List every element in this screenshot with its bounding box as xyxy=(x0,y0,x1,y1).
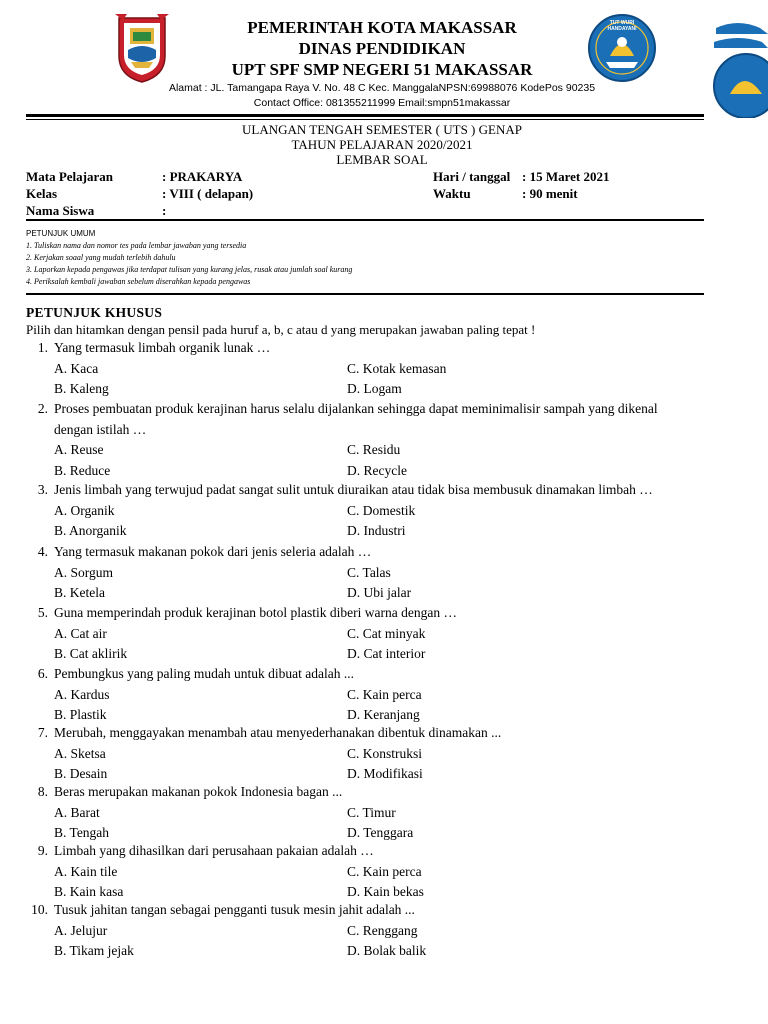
special-instructions-heading: PETUNJUK KHUSUS xyxy=(26,305,163,320)
option-a: A. Kain tile xyxy=(54,863,118,879)
info-divider xyxy=(26,219,704,221)
option-d: D. Cat interior xyxy=(347,646,426,661)
general-instruction-item: 3. Laporkan kepada pengawas jika terdapat tulisan yang kurang jelas, rusak atau jumlah soal kurang xyxy=(26,265,353,274)
option-d: D. Tenggara xyxy=(347,825,414,840)
date-value: : 15 Maret 2021 xyxy=(522,169,610,184)
question-number: 7. xyxy=(37,725,48,740)
header-divider xyxy=(26,114,704,117)
question-text: Proses pembuatan produk kerajinan harus selalu dijalankan sehingga dapat meminimalisir sampah yang dikenal xyxy=(54,401,658,416)
general-instruction-item: 2. Kerjakan soaal yang mudah terlebih dahulu xyxy=(26,253,176,262)
question-number: 10. xyxy=(31,902,48,917)
question-text: Yang termasuk limbah organik lunak … xyxy=(54,340,271,355)
question-number: 6. xyxy=(37,666,48,681)
exam-title: ULANGAN TENGAH SEMESTER ( UTS ) GENAP xyxy=(242,122,522,137)
question-number: 5. xyxy=(37,605,48,620)
option-c: C. Konstruksi xyxy=(347,745,423,761)
school-name: UPT SPF SMP NEGERI 51 MAKASSAR xyxy=(231,60,533,79)
government-name: PEMERINTAH KOTA MAKASSAR xyxy=(247,18,517,37)
question-text: Limbah yang dihasilkan dari perusahaan pakaian adalah … xyxy=(54,843,374,858)
question-number: 4. xyxy=(37,544,48,559)
question-number: 3. xyxy=(37,482,48,497)
option-b: B. Kain kasa xyxy=(54,884,124,899)
option-b: B. Kaleng xyxy=(54,381,109,396)
sheet-title: LEMBAR SOAL xyxy=(336,152,428,167)
option-a: A. Cat air xyxy=(54,625,107,641)
class-value: : VIII ( delapan) xyxy=(162,186,254,201)
question-text: Merubah, menggayakan menambah atau menyederhanakan dibentuk dinamakan ... xyxy=(54,725,502,740)
tut-wuri-handayani-edge-logo xyxy=(708,18,768,118)
option-a: A. Sorgum xyxy=(54,564,114,580)
option-d: D. Kain bekas xyxy=(347,884,424,899)
option-c: C. Residu xyxy=(347,442,401,457)
header-divider-thin xyxy=(26,119,704,120)
question-text: Pembungkus yang paling mudah untuk dibuat adalah ... xyxy=(54,666,354,681)
class-label: Kelas xyxy=(26,186,58,201)
option-d: D. Ubi jalar xyxy=(347,585,412,600)
option-c: C. Talas xyxy=(347,564,391,580)
academic-year: TAHUN PELAJARAN 2020/2021 xyxy=(291,137,473,152)
subject-label: Mata Pelajaran xyxy=(26,169,114,184)
option-a: A. Organik xyxy=(54,502,115,518)
school-address: Alamat : JL. Tamangapa Raya V. No. 48 C Kec. ManggalaNPSN:69988076 KodePos 90235 xyxy=(168,82,596,94)
date-label: Hari / tanggal xyxy=(433,169,511,184)
option-b: B. Desain xyxy=(54,766,108,781)
option-a: A. Reuse xyxy=(54,442,104,457)
general-instruction-item: 4. Periksalah kembali jawaban sebelum diserahkan kepada pengawas xyxy=(26,277,251,286)
option-c: C. Timur xyxy=(347,804,396,820)
option-b: B. Anorganik xyxy=(54,523,127,538)
option-b: B. Plastik xyxy=(54,707,107,722)
option-b: B. Tikam jejak xyxy=(54,943,134,958)
option-c: C. Kotak kemasan xyxy=(347,360,447,376)
general-instruction-item: 1. Tuliskan nama dan nomor tes pada lembar jawaban yang tersedia xyxy=(26,241,247,250)
student-name-label: Nama Siswa xyxy=(26,203,95,218)
student-name-value: : xyxy=(162,203,167,218)
option-c: C. Domestik xyxy=(347,502,416,518)
option-b: B. Cat aklirik xyxy=(54,646,128,661)
option-d: D. Logam xyxy=(347,381,402,396)
option-c: C. Kain perca xyxy=(347,686,422,702)
option-a: A. Sketsa xyxy=(54,745,106,761)
option-b: B. Tengah xyxy=(54,825,110,840)
question-number: 8. xyxy=(37,784,48,799)
question-text: Jenis limbah yang terwujud padat sangat sulit untuk diuraikan atau tidak bisa membusuk dinamakan limbah … xyxy=(54,482,653,497)
question-number: 2. xyxy=(37,401,48,416)
option-b: B. Reduce xyxy=(54,462,111,478)
option-d: D. Recycle xyxy=(347,462,407,478)
option-d: D. Keranjang xyxy=(347,707,420,722)
question-number: 1. xyxy=(37,340,48,355)
option-d: D. Bolak balik xyxy=(347,943,427,958)
option-c: C. Kain perca xyxy=(347,863,422,879)
question-text: Beras merupakan makanan pokok Indonesia bagan ... xyxy=(54,784,343,799)
special-instruction-text: Pilih dan hitamkan dengan pensil pada huruf a, b, c atau d yang merupakan jawaban paling tepat ! xyxy=(26,322,536,337)
option-a: A. Kardus xyxy=(54,686,110,702)
option-a: A. Barat xyxy=(54,804,100,820)
logo-right-caption: TUT WURI HANDAYANI xyxy=(607,20,637,32)
time-value: : 90 menit xyxy=(522,186,578,201)
question-text: Yang termasuk makanan pokok dari jenis seleria adalah … xyxy=(54,544,372,559)
option-c: C. Cat minyak xyxy=(347,625,426,641)
option-a: A. Jelujur xyxy=(54,922,108,938)
question-text-continued: dengan istilah … xyxy=(54,421,147,437)
instructions-divider xyxy=(26,293,704,295)
option-d: D. Industri xyxy=(347,523,406,538)
option-b: B. Ketela xyxy=(54,585,105,600)
option-d: D. Modifikasi xyxy=(347,766,423,781)
general-instructions-heading: PETUNJUK UMUM xyxy=(26,229,96,238)
question-text: Guna memperindah produk kerajinan botol plastik diberi warna dengan … xyxy=(54,605,458,620)
school-contact: Contact Office: 081355211999 Email:smpn51makassar xyxy=(253,97,511,109)
option-a: A. Kaca xyxy=(54,360,99,376)
question-text: Tusuk jahitan tangan sebagai pengganti tusuk mesin jahit adalah ... xyxy=(54,902,415,917)
time-label: Waktu xyxy=(433,186,471,201)
department-name: DINAS PENDIDIKAN xyxy=(298,39,466,58)
subject-value: : PRAKARYA xyxy=(162,169,243,184)
option-c: C. Renggang xyxy=(347,922,418,938)
question-number: 9. xyxy=(37,843,48,858)
